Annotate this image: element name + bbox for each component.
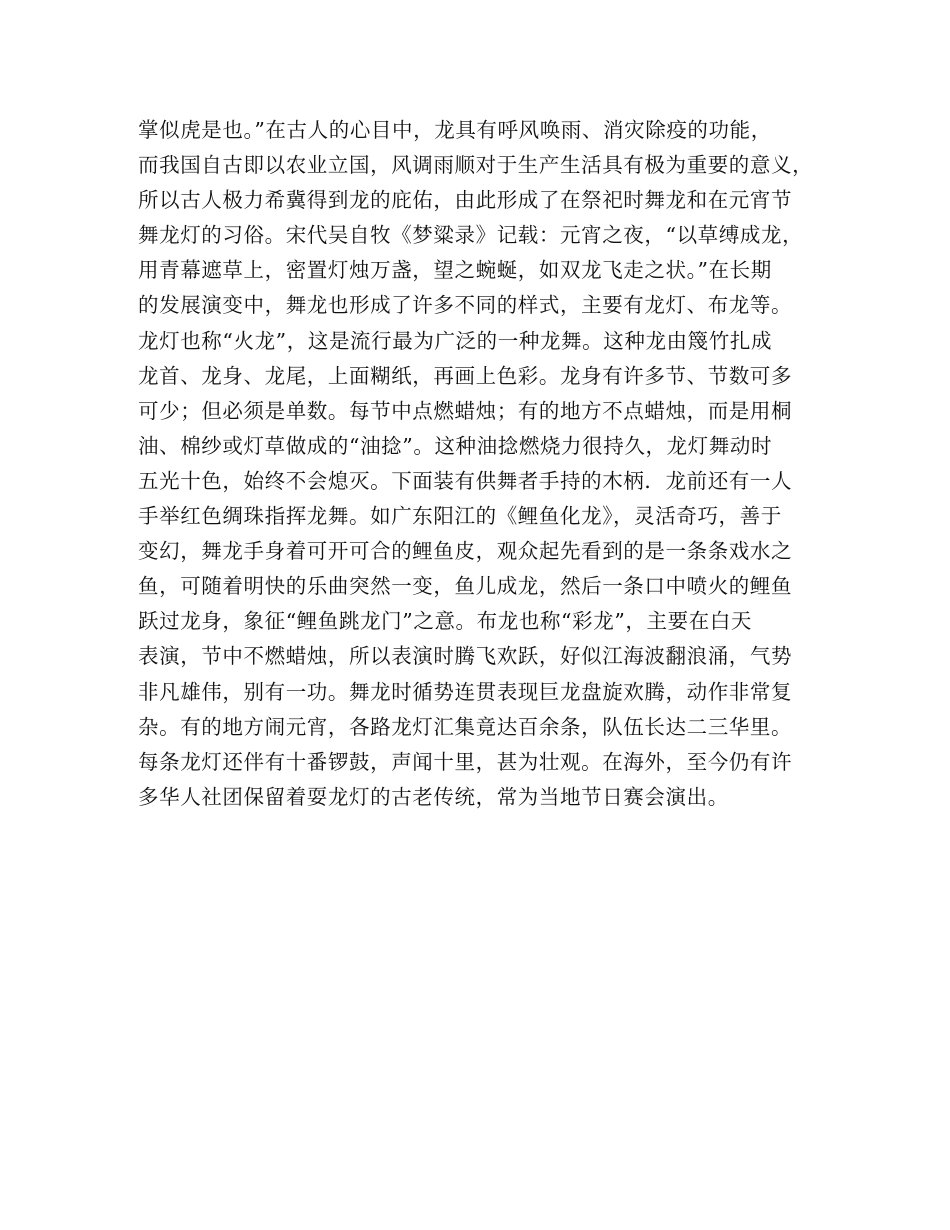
text-line: 所以古人极力希冀得到龙的庇佑，由此形成了在祭祀时舞龙和在元宵节 — [138, 188, 793, 213]
text-line: 变幻，舞龙手身着可开可合的鲤鱼皮，观众起先看到的是一条条戏水之 — [138, 539, 793, 564]
text-line: 而我国自古即以农业立国，风调雨顺对于生产生活具有极为重要的意义， — [138, 153, 814, 178]
text-line: 龙首、龙身、龙尾，上面糊纸，再画上色彩。龙身有许多节、节数可多 — [138, 363, 793, 388]
text-line: 掌似虎是也。”在古人的心目中，龙具有呼风唤雨、消灾除疫的功能， — [138, 118, 772, 142]
text-line: 表演，节中不燃蜡烛，所以表演时腾飞欢跃，好似江海波翻浪涌，气势 — [138, 644, 793, 669]
text-line: 跃过龙身，象征“鲤鱼跳龙门”之意。布龙也称“彩龙”，主要在白天 — [138, 609, 753, 634]
text-line: 每条龙灯还伴有十番锣鼓，声闻十里，甚为壮观。在海外，至今仍有许 — [138, 749, 793, 774]
text-line: 油、棉纱或灯草做成的“油捻”。这种油捻燃烧力很持久，龙灯舞动时 — [138, 433, 773, 458]
text-line: 鱼，可随着明快的乐曲突然一变，鱼儿成龙，然后一条口中喷火的鲤鱼 — [138, 574, 793, 599]
text-line: 的发展演变中，舞龙也形成了许多不同的样式，主要有龙灯、布龙等。 — [138, 293, 793, 318]
text-line: 五光十色，始终不会熄灭。下面装有供舞者手持的木柄．龙前还有一人 — [138, 468, 793, 493]
text-line: 可少；但必须是单数。每节中点燃蜡烛；有的地方不点蜡烛，而是用桐 — [138, 398, 793, 423]
text-line: 非凡雄伟，别有一功。舞龙时循势连贯表现巨龙盘旋欢腾，动作非常复 — [138, 679, 793, 704]
text-line: 杂。有的地方闹元宵，各路龙灯汇集竟达百余条，队伍长达二三华里。 — [138, 714, 793, 739]
text-line: 舞龙灯的习俗。宋代吴自牧《梦粱录》记载：元宵之夜，“以草缚成龙， — [138, 223, 804, 248]
text-line: 手举红色绸珠指挥龙舞。如广东阳江的《鲤鱼化龙》，灵活奇巧，善于 — [138, 504, 782, 529]
text-line: 龙灯也称“火龙”，这是流行最为广泛的一种龙舞。这种龙由篾竹扎成 — [138, 328, 773, 353]
body-paragraph — [138, 113, 838, 815]
text-line: 用青幕遮草上，密置灯烛万盏，望之蜿蜒，如双龙飞走之状。”在长期 — [138, 258, 772, 283]
text-line: 多华人社团保留着耍龙灯的古老传统，常为当地节日赛会演出。 — [138, 784, 729, 809]
